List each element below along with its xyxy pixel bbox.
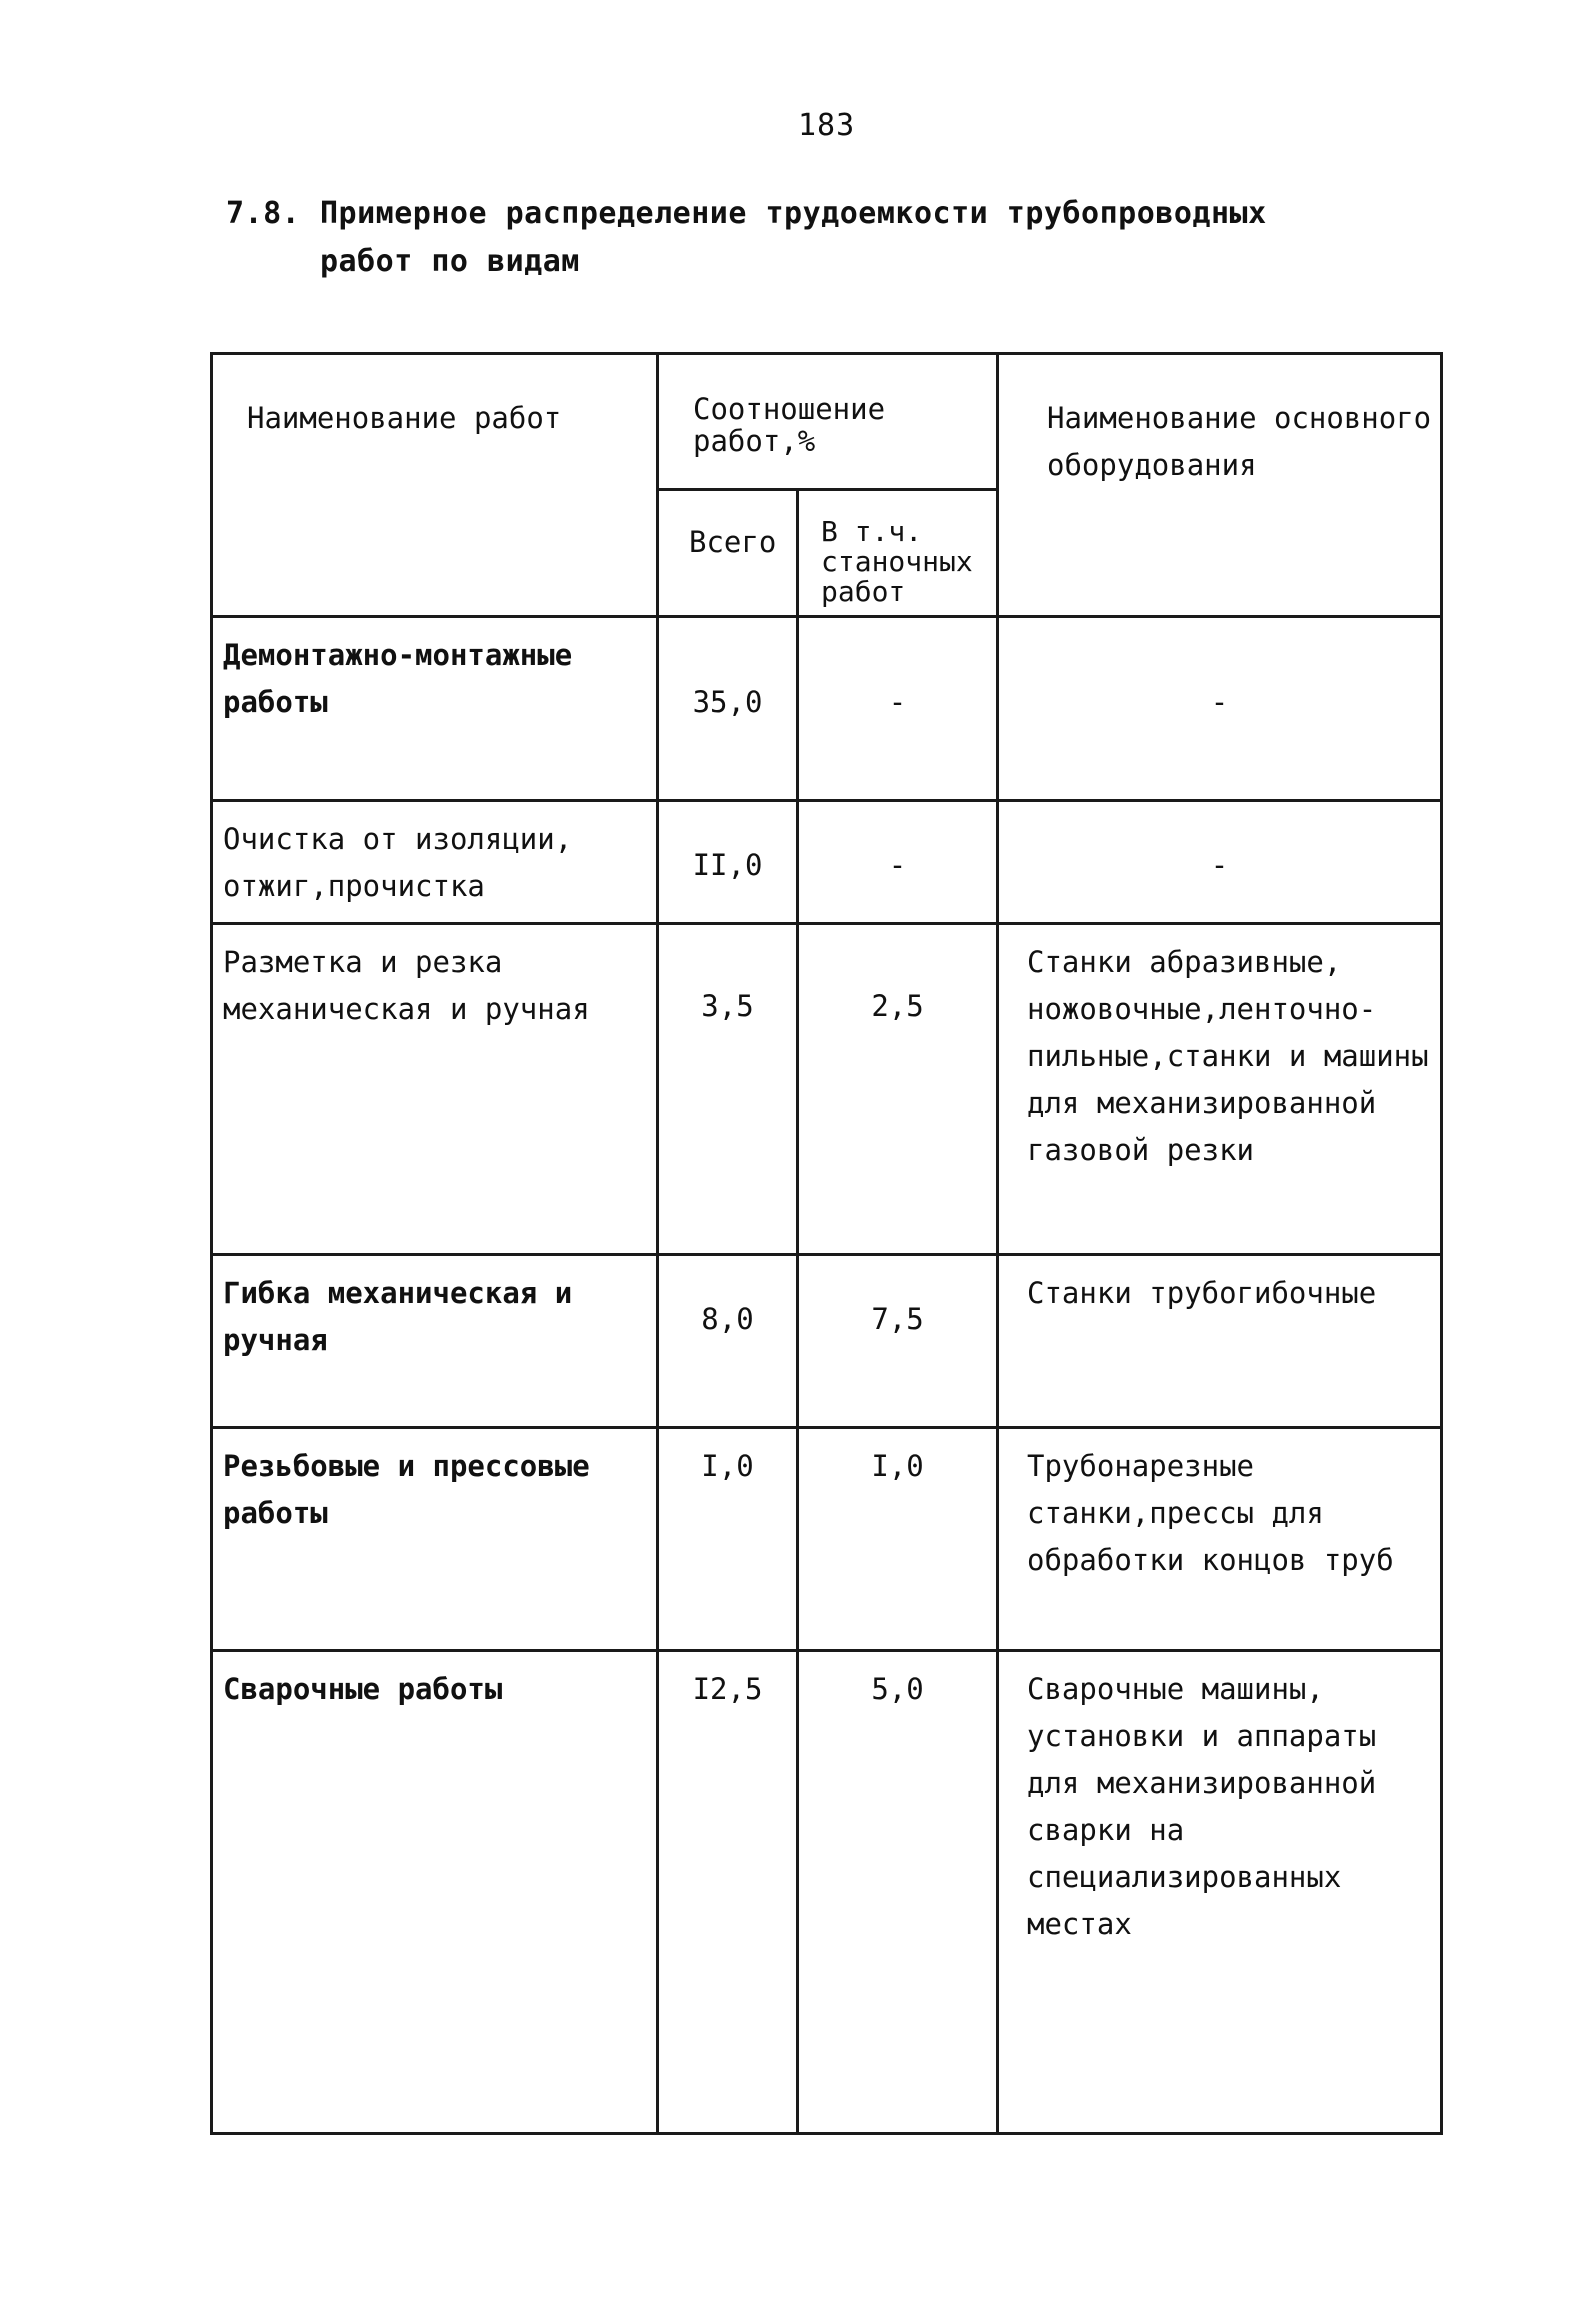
row-work-name: Разметка и резка механическая и ручная <box>212 924 658 1255</box>
row-total: 3,5 <box>658 924 798 1255</box>
row-machine: 2,5 <box>798 924 998 1255</box>
row-machine: - <box>798 801 998 924</box>
row-equipment: Станки абразивные, ножовочные,ленточно-пильные,станки и машины для механизированной газовой резки <box>998 924 1442 1255</box>
table-row <box>212 924 1442 1255</box>
row-work-name: Резьбовые и прессовые работы <box>212 1428 658 1651</box>
section-heading <box>226 190 1267 286</box>
table-row <box>212 1255 1442 1428</box>
header-equipment: Наименование основного оборудования <box>998 354 1442 617</box>
row-work-name: Гибка механическая и ручная <box>212 1255 658 1428</box>
row-total: 35,0 <box>658 617 798 801</box>
table-row <box>212 801 1442 924</box>
row-machine: 5,0 <box>798 1651 998 2134</box>
row-equipment: - <box>998 801 1442 924</box>
row-equipment: - <box>998 617 1442 801</box>
row-work-name: Сварочные работы <box>212 1651 658 2134</box>
table-header-row <box>212 354 1442 490</box>
table-row <box>212 1651 1442 2134</box>
heading-title-line-2: работ по видам <box>320 244 580 279</box>
header-total: Всего <box>658 490 798 617</box>
table-row <box>212 617 1442 801</box>
row-total: I,0 <box>658 1428 798 1651</box>
heading-line-1 <box>226 190 1267 238</box>
row-machine: I,0 <box>798 1428 998 1651</box>
row-total: 8,0 <box>658 1255 798 1428</box>
row-machine: - <box>798 617 998 801</box>
section-number: 7.8. <box>226 196 301 231</box>
header-ratio: Соотношение работ,% <box>658 354 998 490</box>
row-work-name: Демонтажно-монтажные работы <box>212 617 658 801</box>
header-machine-work: В т.ч. станочных работ <box>798 490 998 617</box>
table-row <box>212 1428 1442 1651</box>
row-equipment: Сварочные машины, установки и аппараты для механизированной сварки на специализированных местах <box>998 1651 1442 2134</box>
row-total: II,0 <box>658 801 798 924</box>
header-work-name: Наименование работ <box>212 354 658 617</box>
row-equipment: Станки трубогибочные <box>998 1255 1442 1428</box>
page-number: 183 <box>798 108 856 143</box>
row-total: I2,5 <box>658 1651 798 2134</box>
row-equipment: Трубонарезные станки,прессы для обработки концов труб <box>998 1428 1442 1651</box>
row-work-name: Очистка от изоляции, отжиг,прочистка <box>212 801 658 924</box>
labor-distribution-table <box>210 352 1443 2135</box>
heading-title-line-1: Примерное распределение трудоемкости трубопроводных <box>320 196 1267 231</box>
row-machine: 7,5 <box>798 1255 998 1428</box>
